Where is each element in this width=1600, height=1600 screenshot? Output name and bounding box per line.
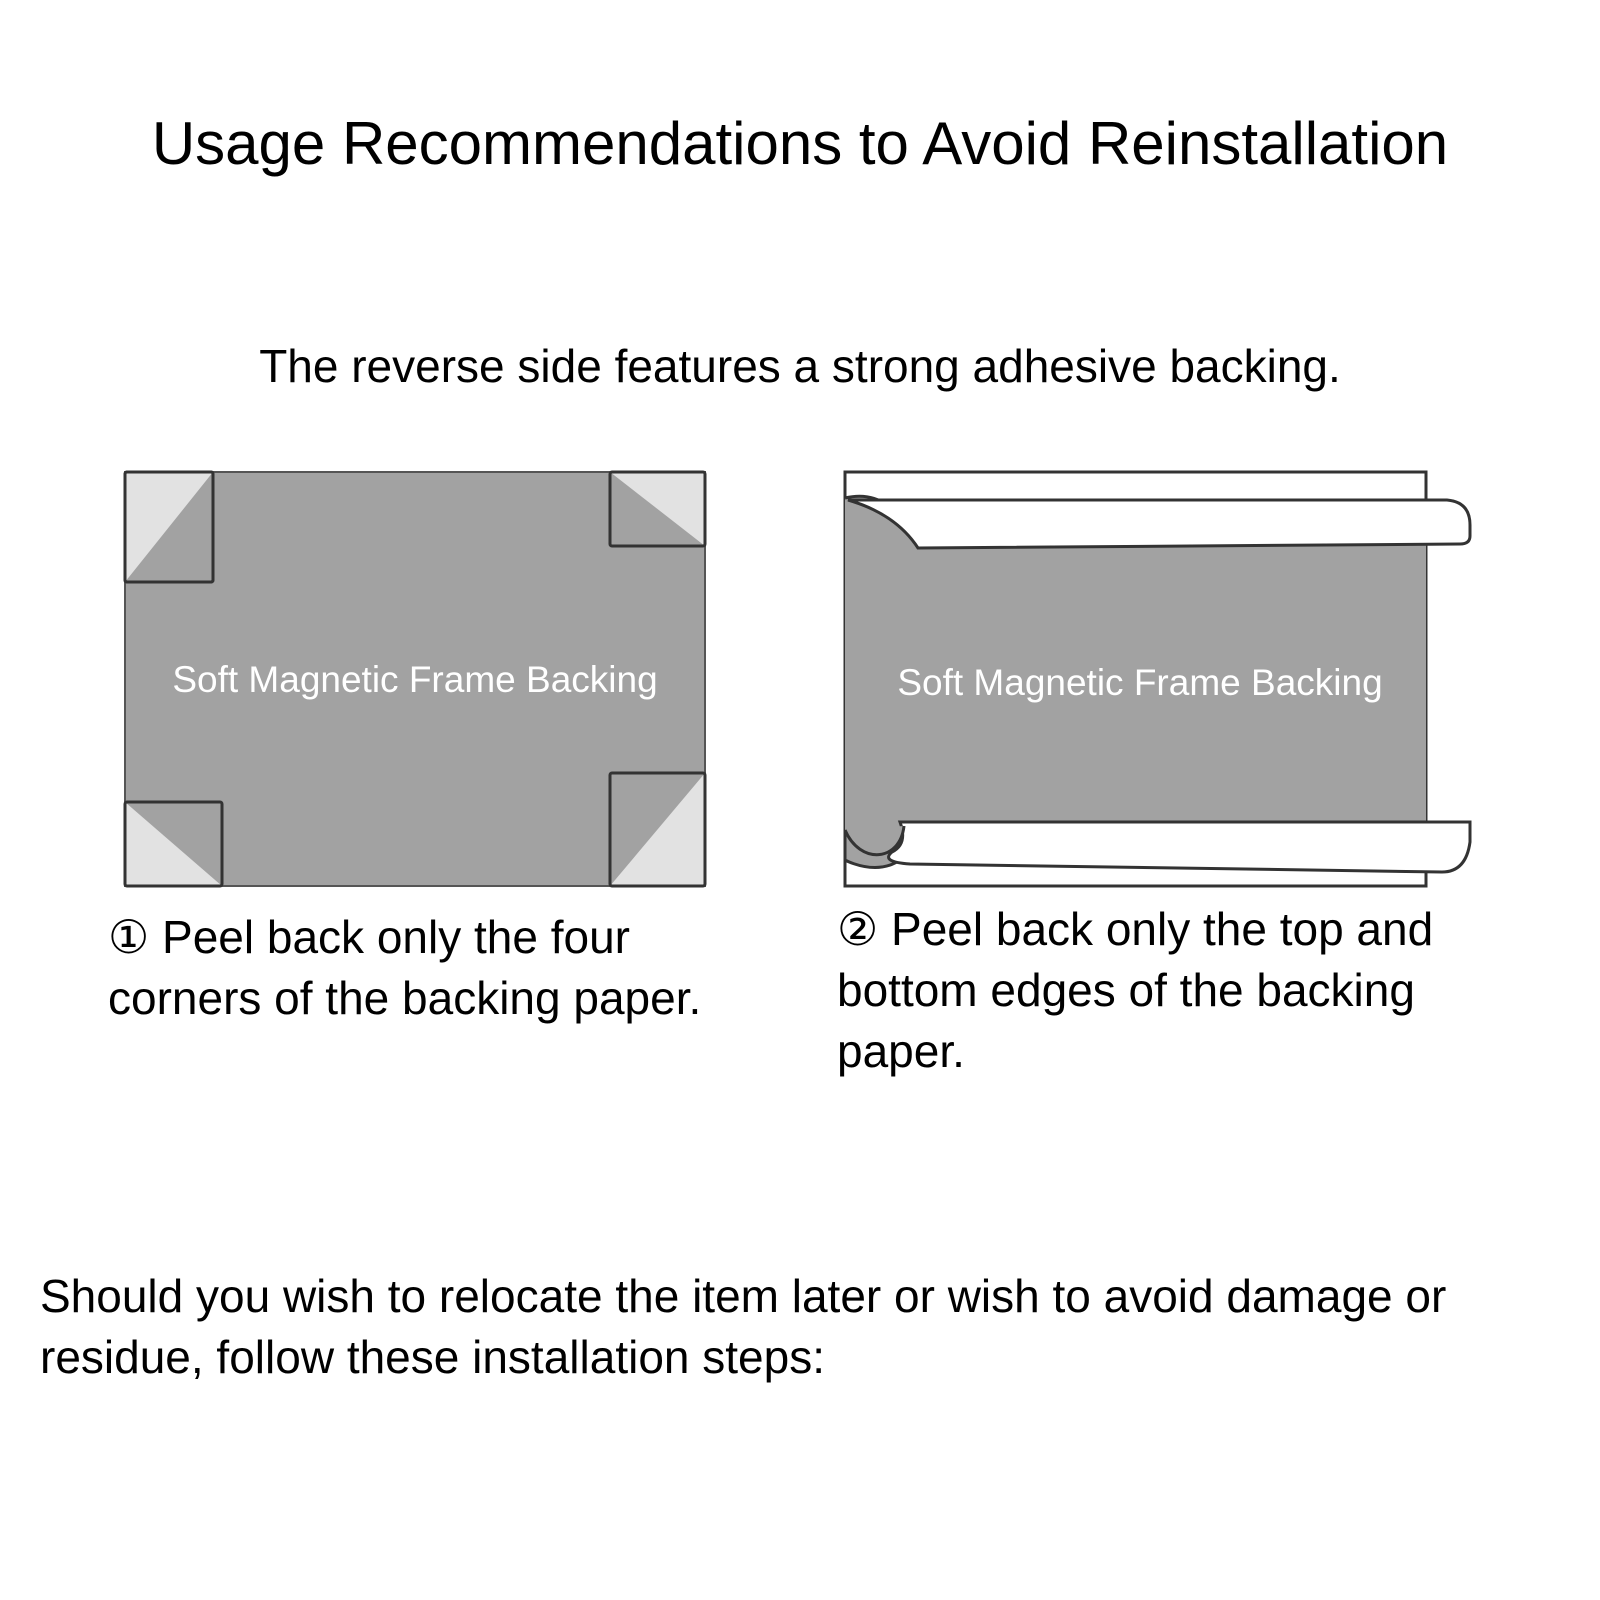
- corner-peel-diagram: [118, 470, 712, 894]
- note-line: Should you wish to relocate the item later or wish to avoid damage or: [40, 1270, 1447, 1322]
- caption-line: corners of the backing paper.: [108, 972, 702, 1024]
- edge-peel-diagram: [840, 470, 1490, 894]
- peeled-corner-top-left: [125, 472, 213, 582]
- backing-label: Soft Magnetic Frame Backing: [172, 659, 658, 700]
- relocation-note: [40, 1266, 1580, 1388]
- peeled-corner-bottom-right: [610, 773, 705, 886]
- page-title: Usage Recommendations to Avoid Reinstallation: [151, 110, 1449, 177]
- caption-line: paper.: [837, 1025, 965, 1077]
- note-line: residue, follow these installation steps:: [40, 1331, 825, 1383]
- page-subtitle: The reverse side features a strong adhesive backing.: [259, 340, 1341, 392]
- peeled-corner-top-right: [610, 472, 705, 546]
- peeled-corner-bottom-left: [125, 802, 222, 886]
- backing-label: Soft Magnetic Frame Backing: [897, 662, 1383, 703]
- edge-peel-illustration: [840, 470, 1490, 894]
- corner-peel-caption: [108, 907, 788, 1029]
- caption-line: bottom edges of the backing: [837, 964, 1415, 1016]
- caption-line: ① Peel back only the four: [108, 911, 630, 963]
- peeled-bottom-edge: [889, 822, 1470, 872]
- caption-line: ② Peel back only the top and: [837, 903, 1434, 955]
- peeled-top-edge: [848, 500, 1470, 548]
- edge-peel-caption: [837, 899, 1527, 1082]
- corner-peel-illustration: [118, 470, 712, 894]
